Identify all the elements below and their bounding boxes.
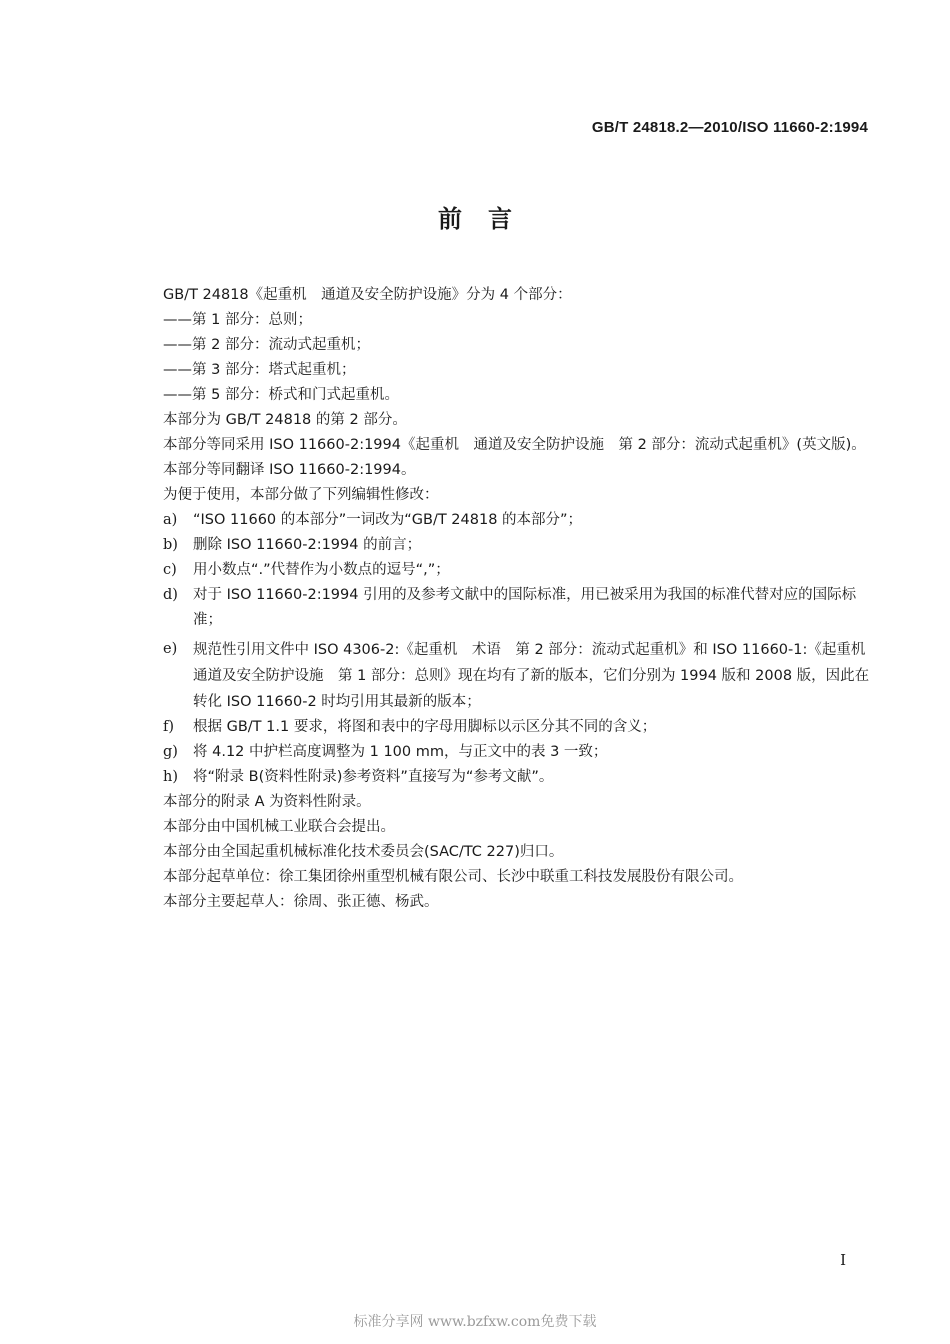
- closing-line: 本部分主要起草人：徐周、张正德、杨武。: [163, 894, 439, 910]
- edit-text: 规范性引用文件中 ISO 4306-2:《起重机 术语 第 2 部分：流动式起重机》和 ISO 11660-1:《起重机 通道及安全防护设施 第 1 部分：总则》现在均有了新的版本，它们分别为 1994 版和 2008 版，因此在转化 ISO 11660-2 时均引用其最新的版本；: [193, 642, 880, 710]
- part-item: ——第 2 部分：流动式起重机；: [163, 337, 370, 353]
- part-item: ——第 1 部分：总则；: [163, 312, 312, 328]
- closing-line: 本部分起草单位：徐工集团徐州重型机械有限公司、长沙中联重工科技发展股份有限公司。: [163, 869, 743, 885]
- translation-statement: 本部分等同翻译 ISO 11660-2:1994。: [163, 462, 416, 478]
- edit-item: [163, 765, 873, 790]
- part-item: ——第 3 部分：塔式起重机；: [163, 362, 356, 378]
- edit-item: [163, 715, 873, 740]
- edit-marker: e): [163, 641, 178, 657]
- foreword-body: [163, 283, 880, 915]
- edit-item: [163, 583, 873, 633]
- closing-line: 本部分由全国起重机械标准化技术委员会(SAC/TC 227)归口。: [163, 844, 564, 860]
- edit-marker: g): [163, 744, 178, 760]
- closing-line: 本部分由中国机械工业联合会提出。: [163, 819, 395, 835]
- part-item: ——第 5 部分：桥式和门式起重机。: [163, 387, 399, 403]
- edit-marker: h): [163, 769, 178, 785]
- edit-item: [163, 637, 880, 715]
- edit-text: 用小数点“.”代替作为小数点的逗号“,”；: [193, 562, 450, 578]
- edit-item: [163, 508, 873, 533]
- edit-text: 将 4.12 中护栏高度调整为 1 100 mm，与正文中的表 3 一致；: [193, 744, 608, 760]
- footer-watermark: 标准分享网 www.bzfxw.com免费下载: [353, 1314, 597, 1330]
- closing-line: 本部分的附录 A 为资料性附录。: [163, 794, 371, 810]
- edit-text: 将“附录 B(资料性附录)参考资料”直接写为“参考文献”。: [193, 769, 554, 785]
- standard-code: GB/T 24818.2—2010/ISO 11660-2:1994: [591, 119, 868, 136]
- edit-marker: c): [163, 562, 177, 578]
- edit-marker: a): [163, 512, 178, 528]
- intro-line: GB/T 24818《起重机 通道及安全防护设施》分为 4 个部分：: [163, 287, 572, 303]
- edit-marker: f): [163, 719, 175, 735]
- edit-text: 根据 GB/T 1.1 要求，将图和表中的字母用脚标以示区分其不同的含义；: [193, 719, 657, 735]
- edit-text: “ISO 11660 的本部分”一词改为“GB/T 24818 的本部分”；: [193, 512, 583, 528]
- adoption-statement: 本部分等同采用 ISO 11660-2:1994《起重机 通道及安全防护设施 第 2 部分：流动式起重机》(英文版)。: [163, 437, 866, 453]
- page-title: 前言: [438, 205, 538, 233]
- edit-text: 删除 ISO 11660-2:1994 的前言；: [193, 537, 422, 553]
- edit-item: [163, 533, 873, 558]
- edit-marker: b): [163, 537, 178, 553]
- edit-item: [163, 558, 873, 583]
- page-number: I: [840, 1251, 846, 1269]
- edits-intro: 为便于使用，本部分做了下列编辑性修改：: [163, 487, 439, 503]
- edit-marker: d): [163, 587, 178, 603]
- edit-text: 对于 ISO 11660-2:1994 引用的及参考文献中的国际标准，用已被采用为我国的标准代替对应的国际标准；: [193, 587, 857, 628]
- edit-item: [163, 740, 873, 765]
- part-statement: 本部分为 GB/T 24818 的第 2 部分。: [163, 412, 407, 428]
